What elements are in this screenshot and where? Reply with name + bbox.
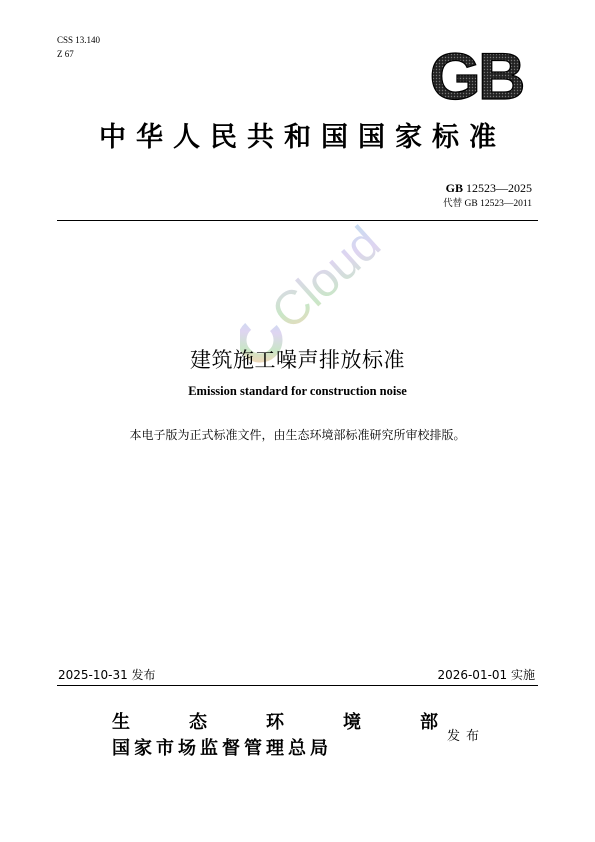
publish-label: 发布: [447, 728, 486, 743]
issuer-administration: 国家市场监督管理总局: [112, 738, 332, 758]
ics-code: CSS 13.140: [57, 35, 101, 45]
ccs-code: Z 67: [57, 49, 74, 59]
gb-logo-text: GB: [429, 44, 523, 106]
watermark-text: Cloud: [262, 216, 391, 340]
issuer-ministry: [112, 710, 438, 734]
replaces-standard: 代替 GB 12523—2011: [443, 199, 532, 209]
issuer-char: 部: [420, 712, 438, 732]
issuer-char: 生: [112, 712, 130, 732]
issue-date: 2025-10-31 发布: [58, 668, 156, 682]
gb-logo: [420, 44, 532, 106]
title-english: Emission standard for construction noise: [188, 384, 407, 398]
standard-code: 12523—2025: [466, 181, 532, 195]
issuer-char: 环: [266, 712, 284, 732]
electronic-version-notice: 本电子版为正式标准文件，由生态环境部标准研究所审校排版。: [129, 428, 466, 442]
issuer-char: 境: [343, 712, 361, 732]
title-chinese: 建筑施工噪声排放标准: [190, 348, 405, 372]
national-standard-heading: 中华人民共和国国家标准: [99, 122, 506, 152]
standard-number: [446, 180, 532, 196]
standard-prefix: GB: [445, 181, 463, 195]
implementation-date: 2026-01-01 实施: [437, 668, 535, 682]
bottom-divider: [57, 685, 538, 686]
issuer-char: 态: [189, 712, 207, 732]
